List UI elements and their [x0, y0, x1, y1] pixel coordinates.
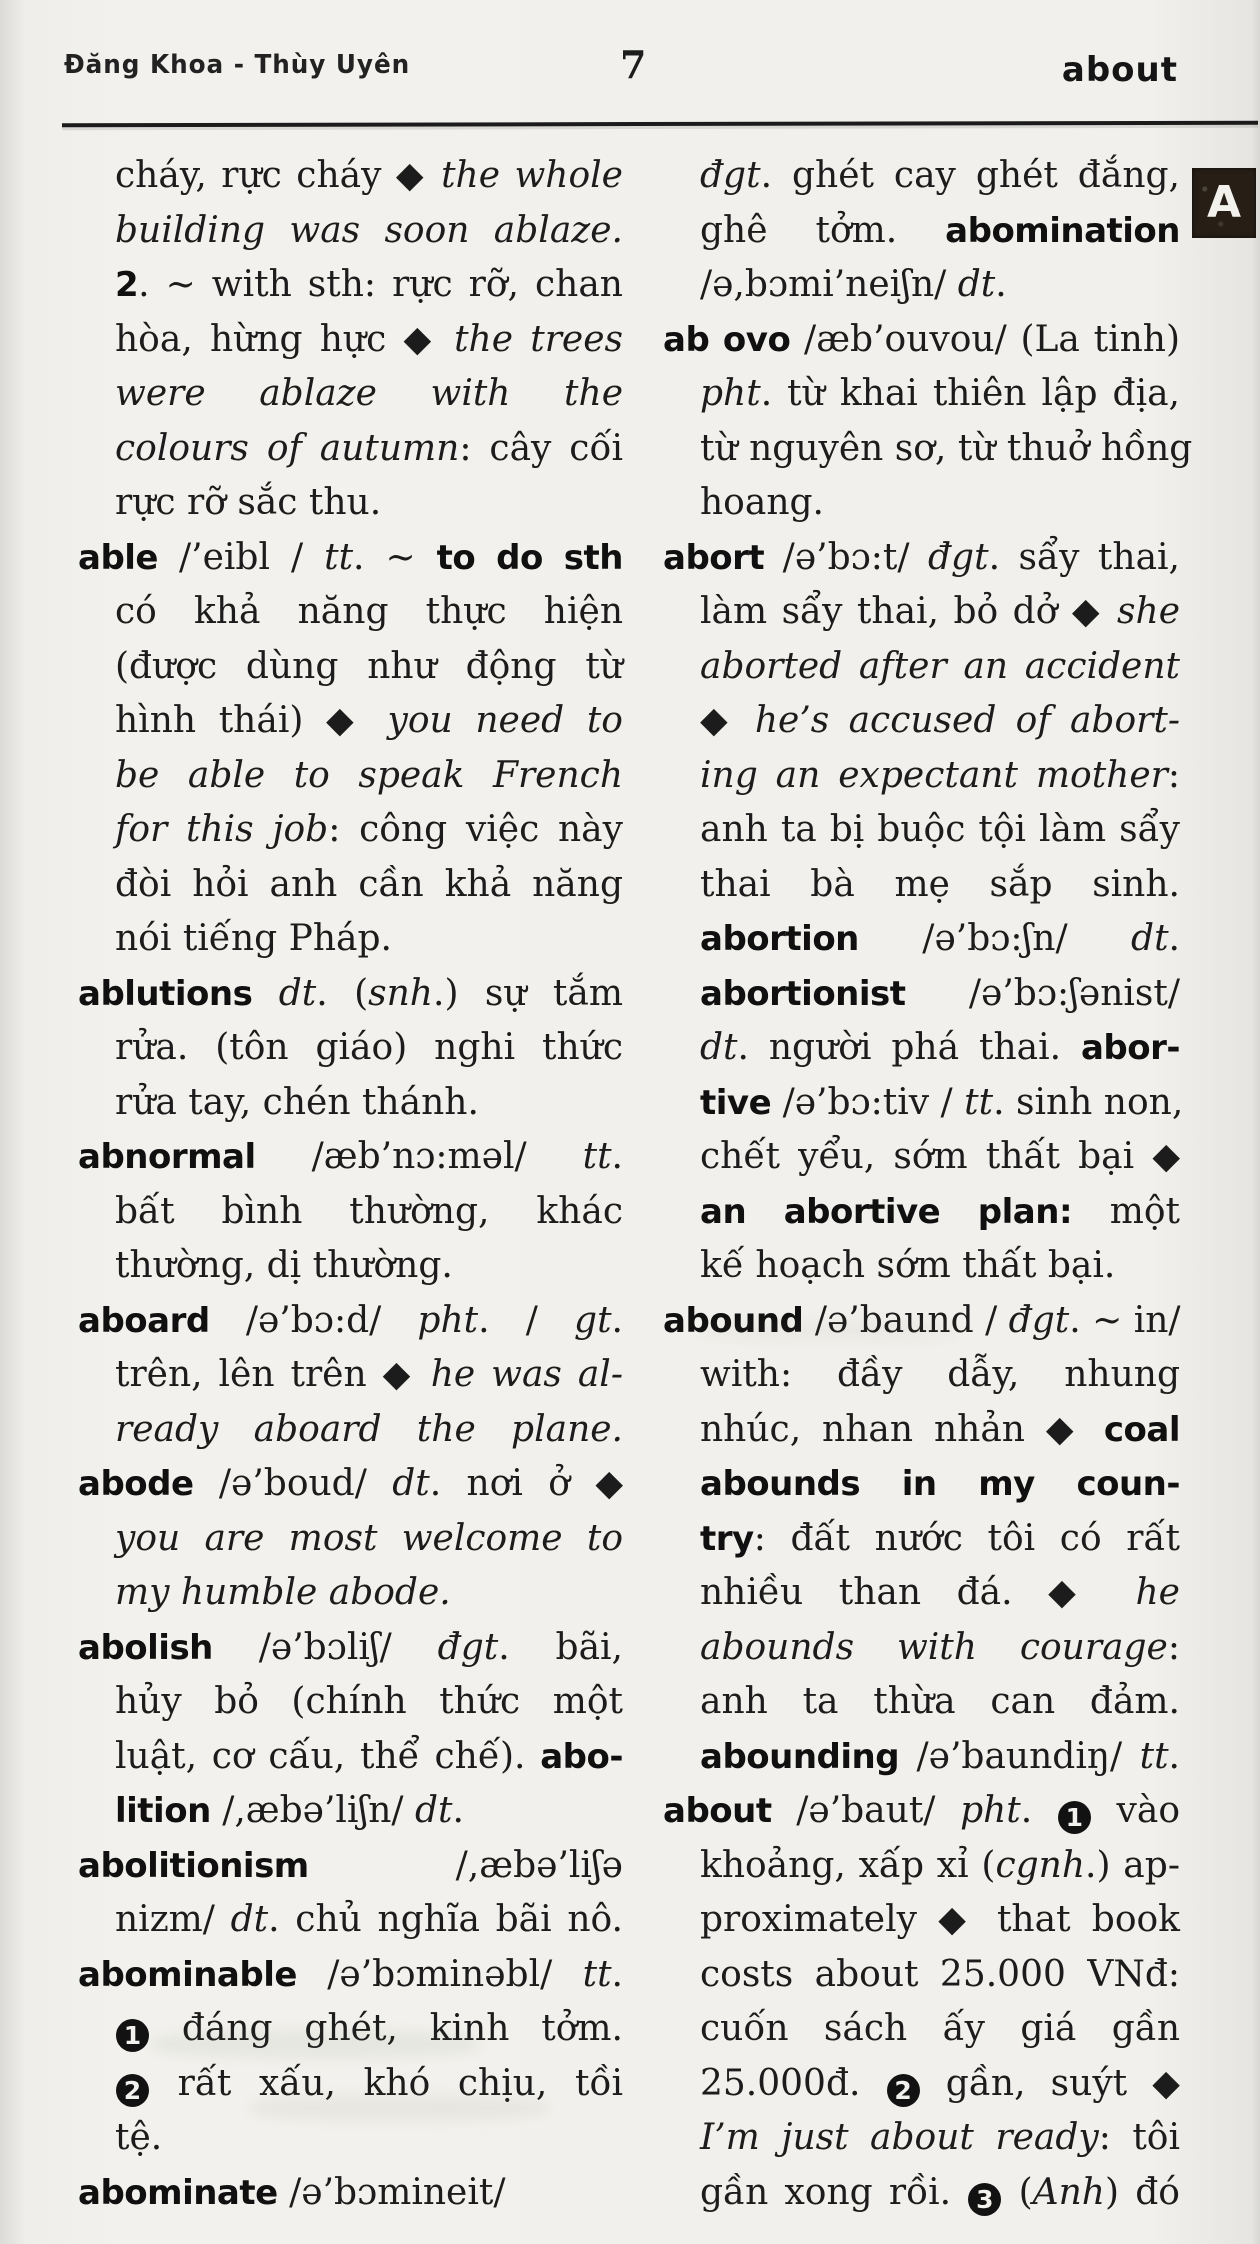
- body-text: bất bình thường, khác: [115, 1190, 623, 1232]
- dictionary-line: [78, 967, 623, 1022]
- body-text: .: [995, 264, 1007, 305]
- italic-text: you need to: [387, 700, 623, 741]
- dictionary-line: [78, 1839, 623, 1894]
- dictionary-line: [663, 640, 1180, 695]
- body-text: /ə’baundiŋ/: [899, 1735, 1140, 1777]
- italic-text: I’m just about ready: [700, 2117, 1099, 2158]
- italic-text: gt: [574, 1299, 612, 1341]
- body-text: : đất nước tôi có rất: [753, 1517, 1180, 1559]
- headword-text: try: [700, 1518, 754, 1559]
- dictionary-line: [663, 1021, 1180, 1076]
- body-text: /ə’bɔminəbl/: [296, 1953, 583, 1995]
- scan-artifact: [700, 1320, 960, 1342]
- italic-text: pht: [417, 1299, 479, 1341]
- body-text: 25.000đ.: [700, 2062, 886, 2104]
- italic-text: snh: [368, 972, 433, 1014]
- body-text: kế hoạch sớm thất bại.: [700, 1245, 1116, 1286]
- dictionary-line: [663, 2111, 1180, 2166]
- headword-text: abominable: [78, 1954, 297, 1995]
- dictionary-line: [78, 803, 623, 858]
- dictionary-line: [78, 912, 623, 967]
- headword-text: abo-: [540, 1736, 623, 1777]
- dictionary-line: [78, 694, 623, 749]
- dictionary-line: [663, 149, 1180, 204]
- italic-text: pht: [700, 373, 761, 414]
- italic-text: dt: [230, 1899, 269, 1940]
- headword-text: abort: [663, 537, 765, 578]
- body-text: /ə’bɔmineit/: [277, 2171, 506, 2213]
- dictionary-line: [663, 694, 1180, 749]
- body-text: /ə’baund /: [803, 1299, 1009, 1341]
- italic-text: đgt: [437, 1626, 499, 1668]
- dictionary-line: [663, 1730, 1180, 1785]
- body-text: . /: [478, 1299, 575, 1341]
- dictionary-line: [78, 476, 623, 531]
- italic-text: he was al-: [430, 1354, 623, 1395]
- italic-text: dt: [957, 264, 996, 305]
- sense-number: 2: [116, 2074, 149, 2107]
- body-text: /ə’bɔ:d/: [209, 1299, 418, 1341]
- body-text: .: [611, 1136, 623, 1177]
- headword-text: abortionist: [700, 973, 906, 1014]
- italic-text: the whole: [441, 155, 623, 196]
- italic-text: be able to speak French: [115, 754, 623, 796]
- dictionary-line: [663, 967, 1180, 1022]
- dictionary-line: [663, 1948, 1180, 2003]
- headword-text: lition: [115, 1791, 211, 1831]
- header-rule: [62, 121, 1258, 128]
- body-text: .) ap-: [1085, 1844, 1180, 1886]
- italic-text: tt: [582, 1136, 612, 1177]
- dictionary-line: [663, 1185, 1180, 1240]
- headword-text: 2: [115, 265, 139, 305]
- body-text: .: [611, 1953, 623, 1995]
- italic-text: he: [1135, 1572, 1180, 1613]
- italic-text: dt: [1131, 918, 1169, 959]
- body-text: with: đầy dẫy, nhung: [700, 1354, 1180, 1395]
- italic-text: tt: [964, 1081, 994, 1123]
- dictionary-line: [78, 367, 623, 422]
- body-text: proximately ◆ that book: [700, 1899, 1180, 1940]
- body-text: /ə’bɔ:ʃənist/: [905, 972, 1180, 1014]
- body-text: tệ.: [115, 2117, 163, 2158]
- body-text: . nơi ở ◆: [429, 1463, 624, 1504]
- body-text: costs about 25.000 VNđ:: [700, 1953, 1180, 1995]
- dictionary-line: [78, 749, 623, 804]
- body-text: : cây cối: [459, 427, 623, 469]
- body-text: hòa, hừng hực ◆: [115, 318, 455, 360]
- body-text: nizm/: [115, 1899, 231, 1940]
- dictionary-line: [663, 858, 1180, 913]
- dictionary-line: [663, 204, 1180, 259]
- dictionary-line: [663, 1130, 1180, 1185]
- dictionary-line: [78, 1185, 623, 1240]
- body-text: cuốn sách ấy giá gần: [700, 2008, 1180, 2049]
- sense-number: 1: [116, 2019, 149, 2052]
- dictionary-line: [78, 1512, 623, 1567]
- body-text: .) sự tắm: [433, 972, 623, 1014]
- dictionary-line: [663, 1566, 1180, 1621]
- body-text: chết yểu, sớm thất bại ◆: [700, 1136, 1180, 1177]
- body-text: /æb’ouvou/ (La tinh): [790, 318, 1181, 360]
- headword-text: ablutions: [78, 973, 253, 1014]
- body-text: gần, suýt ◆: [920, 2062, 1180, 2104]
- body-text: nhúc, nhan nhản ◆: [700, 1408, 1104, 1450]
- dictionary-line: [663, 1839, 1180, 1894]
- dictionary-line: [78, 1675, 623, 1730]
- body-text: một: [1072, 1190, 1180, 1232]
- headword-text: aboard: [78, 1300, 210, 1341]
- body-text: . ~ with sth: rực rỡ, chan: [138, 264, 623, 305]
- body-text: ghê tởm.: [700, 209, 946, 251]
- italic-text: building was soon ablaze.: [115, 209, 623, 251]
- dictionary-line: [663, 2057, 1180, 2112]
- headword-text: abounds in my coun-: [700, 1464, 1180, 1504]
- headword-text: an abortive plan:: [700, 1191, 1073, 1232]
- headword-text: tive: [700, 1082, 772, 1123]
- body-text: trên, lên trên ◆: [115, 1354, 431, 1395]
- body-text: [252, 973, 278, 1014]
- italic-text: đgt: [928, 536, 989, 578]
- body-text: . người phá thai.: [737, 1027, 1081, 1068]
- dictionary-line: [663, 313, 1180, 368]
- italic-text: she: [1117, 591, 1180, 632]
- body-text: hủy bỏ (chính thức một: [115, 1681, 623, 1722]
- dictionary-line: [78, 258, 623, 313]
- dictionary-line: [78, 1566, 623, 1621]
- dictionary-line: [663, 1239, 1180, 1294]
- sense-number: 1: [1058, 1801, 1091, 1834]
- dictionary-line: [663, 1348, 1180, 1403]
- body-text: vào: [1091, 1790, 1180, 1831]
- letter-tab-label: A: [1206, 177, 1242, 228]
- body-text: . ghét cay ghét đắng,: [760, 155, 1180, 196]
- headword-text: abounding: [700, 1736, 900, 1777]
- dictionary-line: [78, 858, 623, 913]
- dictionary-line: [663, 258, 1180, 313]
- italic-text: ready aboard the plane.: [115, 1408, 623, 1450]
- body-text: .: [452, 1790, 464, 1831]
- italic-text: abounds with courage: [700, 1626, 1168, 1668]
- body-text: :: [1167, 754, 1180, 796]
- dictionary-line: [78, 1130, 623, 1185]
- italic-text: cgnh: [995, 1844, 1086, 1886]
- dictionary-line: [78, 1457, 623, 1512]
- headword-text: abominate: [78, 2172, 278, 2213]
- body-text: .: [611, 1299, 623, 1341]
- italic-text: dt: [700, 1027, 738, 1068]
- letter-tab: [1192, 168, 1256, 238]
- headword-text: abolitionism: [78, 1845, 309, 1886]
- italic-text: he’s accused of abort-: [754, 700, 1180, 741]
- headword-text: abomination: [945, 210, 1180, 251]
- italic-text: tt: [324, 536, 354, 578]
- dictionary-line: [663, 803, 1180, 858]
- body-text: /ə’bɔ:t/: [764, 536, 929, 578]
- page-number: 7: [620, 42, 647, 87]
- italic-text: ing an expectant mother: [700, 754, 1168, 796]
- headword-text: ab ovo: [663, 319, 791, 360]
- italic-text: Anh: [1032, 2171, 1105, 2213]
- headword-text: abortion: [700, 919, 859, 959]
- scan-artifact: [250, 2095, 550, 2121]
- italic-text: dt: [415, 1790, 453, 1831]
- headword-text: able: [78, 537, 158, 578]
- italic-text: the trees: [454, 318, 623, 360]
- body-text: /ə’boud/: [193, 1463, 393, 1504]
- dictionary-line: [663, 2166, 1180, 2221]
- body-text: . (: [316, 972, 369, 1014]
- italic-text: my humble abode.: [115, 1572, 451, 1613]
- body-text: /ə’bɔ:tiv /: [771, 1081, 965, 1123]
- body-text: /,æbə’liʃə: [308, 1844, 623, 1886]
- dictionary-line: [78, 1239, 623, 1294]
- sense-number: 2: [887, 2074, 920, 2107]
- body-text: /ə’bɔliʃ/: [212, 1626, 438, 1668]
- italic-text: for this job: [115, 809, 329, 850]
- body-text: rửa tay, chén thánh.: [115, 1081, 479, 1123]
- body-text: /ə’bɔ:ʃn/: [858, 918, 1132, 959]
- dictionary-line: [663, 1621, 1180, 1676]
- dictionary-line: [663, 1512, 1180, 1567]
- dictionary-line: [78, 1021, 623, 1076]
- dictionary-line: [78, 422, 623, 477]
- dictionary-line: [663, 2002, 1180, 2057]
- dictionary-line: [78, 204, 623, 259]
- dictionary-line: [663, 1784, 1180, 1839]
- body-text: . từ khai thiên lập địa,: [760, 373, 1180, 414]
- dictionary-line: [663, 422, 1193, 477]
- body-text: có khả năng thực hiện: [115, 591, 623, 632]
- dictionary-line: [663, 531, 1180, 586]
- body-text: anh ta thừa can đảm.: [700, 1681, 1180, 1722]
- body-text: thường, dị thường.: [115, 1245, 453, 1286]
- headword-text: abor-: [1080, 1028, 1180, 1068]
- dictionary-line: [663, 749, 1180, 804]
- dictionary-line: [78, 1621, 623, 1676]
- dictionary-line: [78, 1348, 623, 1403]
- body-text: .: [1168, 1735, 1180, 1777]
- headword-text: coal: [1103, 1409, 1180, 1450]
- body-text: đáng ghét, kinh tởm.: [150, 2008, 623, 2049]
- headword-text: to do sth: [436, 537, 623, 578]
- body-text: rửa. (tôn giáo) nghi thức: [115, 1027, 623, 1068]
- italic-text: tt: [582, 1953, 612, 1995]
- dictionary-line: [78, 640, 623, 695]
- italic-text: colours of autumn: [115, 427, 460, 469]
- body-text: . chủ nghĩa bãi nô.: [268, 1899, 624, 1940]
- headword-text: abnormal: [78, 1137, 256, 1177]
- dictionary-line: [78, 1294, 623, 1349]
- body-text: làm sẩy thai, bỏ dở ◆: [700, 591, 1118, 632]
- body-text: đòi hỏi anh cần khả năng: [115, 863, 623, 905]
- body-text: khoảng, xấp xỉ (: [700, 1844, 996, 1886]
- guide-word: about: [1061, 50, 1178, 90]
- body-text: nói tiếng Pháp.: [115, 918, 392, 959]
- body-text: .: [1168, 918, 1180, 959]
- dictionary-line: [78, 1948, 623, 2003]
- italic-text: đgt: [700, 155, 761, 196]
- body-text: rực rỡ sắc thu.: [115, 482, 382, 523]
- scan-artifact: [150, 2030, 480, 2058]
- body-text: . bãi,: [498, 1626, 623, 1668]
- body-text: :: [1167, 1626, 1180, 1668]
- body-text: /’eibl /: [158, 536, 325, 578]
- body-text: : tôi: [1098, 2117, 1180, 2158]
- body-text: .: [1020, 1790, 1057, 1831]
- body-text: rất xấu, khó chịu, tồi: [150, 2062, 623, 2104]
- dictionary-line: [78, 585, 623, 640]
- body-text: /,æbə’liʃn/: [210, 1790, 415, 1831]
- dictionary-line: [78, 149, 623, 204]
- body-text: luật, cơ cấu, thể chế).: [115, 1735, 541, 1777]
- headword-text: abolish: [78, 1627, 213, 1668]
- body-text: thai bà mẹ sắp sinh.: [700, 863, 1180, 905]
- body-text: từ nguyên sơ, từ thuở hồng: [700, 427, 1193, 469]
- column-left: [78, 149, 623, 2220]
- italic-text: were ablaze with the: [115, 373, 623, 414]
- dictionary-line: [663, 1675, 1180, 1730]
- body-text: . ~: [353, 536, 437, 578]
- body-text: anh ta bị buộc tội làm sẩy: [700, 809, 1180, 850]
- body-text: . sinh non,: [993, 1081, 1184, 1123]
- body-text: ) đó: [1105, 2171, 1180, 2213]
- dictionary-line: [78, 1730, 623, 1785]
- body-text: hình thái) ◆: [115, 700, 388, 741]
- dictionary-line: [663, 1457, 1180, 1512]
- dictionary-line: [78, 1403, 623, 1458]
- column-right: [663, 149, 1193, 2220]
- dictionary-line: [663, 1893, 1180, 1948]
- italic-text: dt: [278, 972, 317, 1014]
- headword-text: about: [663, 1791, 772, 1831]
- body-text: cháy, rực cháy ◆: [115, 155, 442, 196]
- body-text: /ə’baut/: [771, 1790, 961, 1831]
- italic-text: you are most welcome to: [115, 1517, 623, 1559]
- body-text: ◆: [700, 700, 755, 741]
- dictionary-line: [663, 585, 1180, 640]
- body-text: /ə,bɔmi’neiʃn/: [700, 264, 958, 305]
- dictionary-line: [78, 531, 623, 586]
- body-text: gần xong rồi.: [700, 2171, 968, 2213]
- italic-text: aborted after an accident: [700, 645, 1180, 687]
- dictionary-line: [663, 367, 1180, 422]
- dictionary-line: [663, 912, 1180, 967]
- italic-text: pht: [960, 1790, 1021, 1831]
- body-text: : công việc này: [328, 809, 623, 850]
- body-text: (được dùng như động từ: [115, 645, 623, 687]
- body-text: . sẩy thai,: [988, 536, 1180, 578]
- italic-text: tt: [1139, 1735, 1169, 1777]
- italic-text: dt: [392, 1463, 430, 1504]
- dictionary-line: [663, 1076, 1184, 1131]
- body-text: (: [1002, 2171, 1033, 2213]
- italic-text: đgt: [1008, 1299, 1070, 1341]
- header-authors: Đăng Khoa - Thùy Uyên: [64, 50, 411, 80]
- dictionary-line: [78, 2166, 623, 2221]
- dictionary-line: [78, 1784, 623, 1839]
- dictionary-line: [663, 1403, 1180, 1458]
- body-text: /æb’nɔ:məl/: [255, 1136, 583, 1177]
- sense-number: 3: [968, 2183, 1001, 2216]
- dictionary-line: [78, 1076, 623, 1131]
- body-text: nhiều than đá. ◆: [700, 1572, 1136, 1613]
- body-text: . ~ in/: [1069, 1299, 1181, 1341]
- headword-text: abode: [78, 1464, 194, 1504]
- dictionary-line: [78, 313, 623, 368]
- dictionary-line: [663, 476, 1180, 531]
- headword-text: abound: [663, 1300, 804, 1341]
- dictionary-line: [78, 1893, 623, 1948]
- body-text: hoang.: [700, 482, 824, 523]
